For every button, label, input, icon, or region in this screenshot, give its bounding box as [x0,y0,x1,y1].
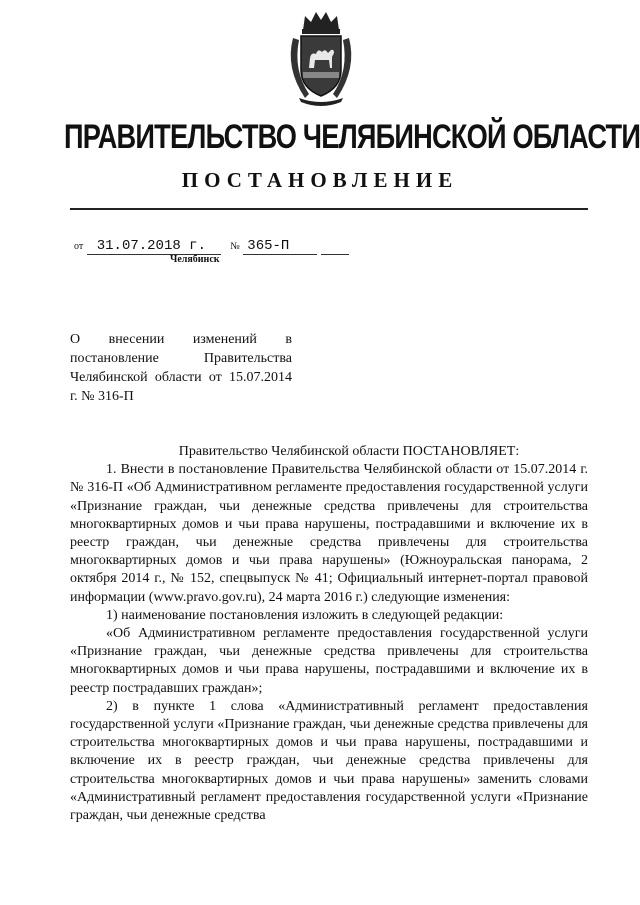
coat-of-arms-icon [283,8,359,108]
document-number: 365-П [243,238,317,255]
government-title: ПРАВИТЕЛЬСТВО ЧЕЛЯБИНСКОЙ ОБЛАСТИ [64,118,640,156]
body-paragraph: 1. Внести в постановление Правительства Челябинской области от 15.07.2014 г. № 316-П «Об Административном регламенте предоставления государственной услуги «Признание граждан, чьи денежные средства привлечены для строительства многоквартирных домов и чьи права нарушены, пострадавшими и включение их в реестр граждан, чьи денежные средства привлечены для строительства многоквартирных домов и чьи права нарушены» (Южноуральская панорама, 2 октября 2014 г., № 152, спецвыпуск № 41; Официальный интернет-портал правовой информации (www.pravo.gov.ru), 24 марта 2016 г.) следующие изменения: [70,462,588,605]
body-paragraph: 2) в пункте 1 слова «Административный регламент предоставления государственной услуги «Признание граждан, чьи денежные средства привлечены для строительства многоквартирных домов и чьи права нарушены, пострадавшими и включение их в реестр граждан, чьи денежные средства привлечены для строительства многоквартирных домов и чьи права нарушены» заменить словами «Административный регламент предоставления государственной услуги «Признание граждан, чьи денежные средства [70,698,588,824]
number-underline [321,238,349,255]
body-paragraph: «Об Административном регламенте предоставления государственной услуги «Признание граждан, чьи денежные средства привлечены для строительства многоквартирных домов и чьи права нарушены, пострадавшими и включение их в реестр пострадавших граждан»; [70,626,588,696]
header-divider [70,208,588,210]
document-city: Челябинск [170,254,220,265]
document-meta [74,238,349,255]
document-type: ПОСТАНОВЛЕНИЕ [181,168,459,192]
document-subject: О внесении изменений в постановление Правительства Челябинской области от 15.07.2014 г. № 316-П [70,332,292,404]
document-body [70,443,588,825]
date-prefix: от [74,241,84,252]
body-paragraph: Правительство Челябинской области ПОСТАНОВЛЯЕТ: [178,444,520,459]
body-paragraph: 1) наименование постановления изложить в следующей редакции: [106,607,504,623]
number-prefix: № [230,241,240,252]
document-date: 31.07.2018 г. [87,238,221,255]
